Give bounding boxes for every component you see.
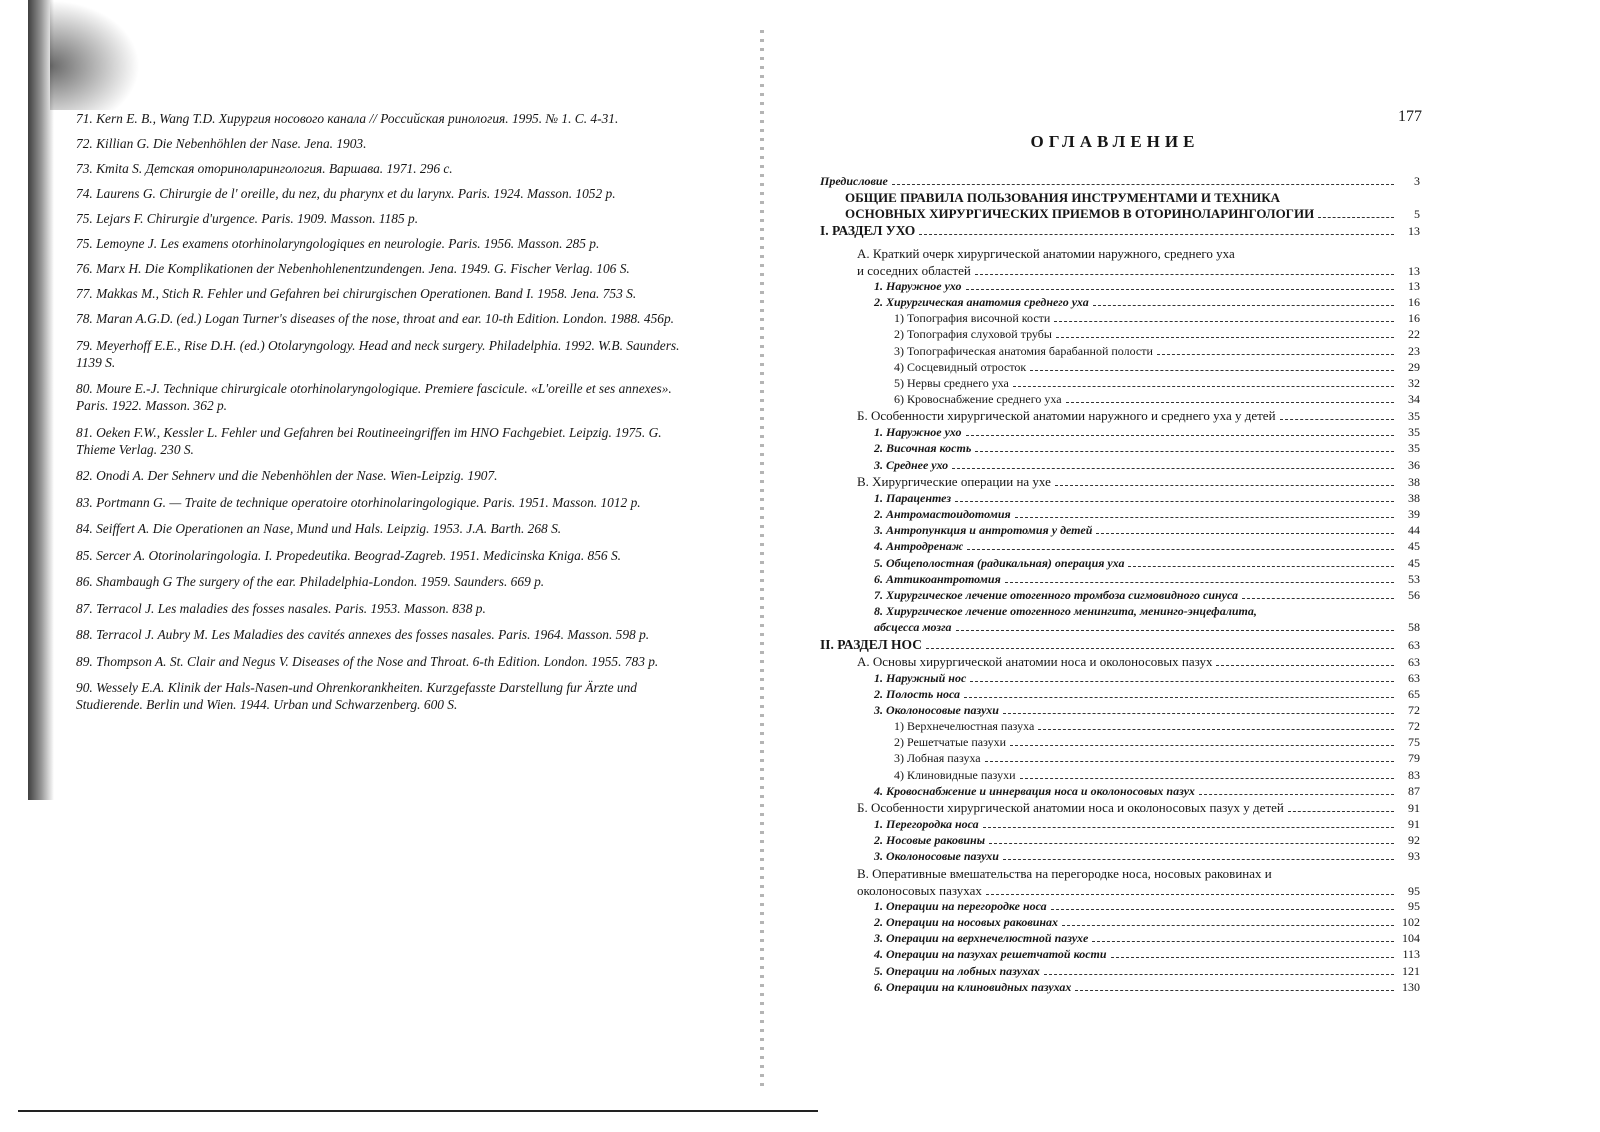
dot-leader [1242,598,1394,599]
dot-leader [1288,811,1394,812]
toc-entry-text: 1. Парацентез [874,490,952,505]
dot-leader [1062,925,1394,926]
dot-leader [967,549,1394,550]
toc-page-number: 91 [1408,801,1420,815]
toc-entry [820,931,1420,947]
dot-leader [966,289,1395,290]
toc-entry-text: 3) Топографическая анатомия барабанной полости [894,343,1153,358]
toc-entry [820,784,1420,800]
toc-entry-text: 7. Хирургическое лечение отогенного тромбоза сигмовидного синуса [874,587,1239,602]
toc-entry-text: 2. Операции на носовых раковинах [874,914,1059,929]
toc-entry-text: 4. Антродренаж [874,539,964,554]
toc-entry-text: 6. Аттикоантротомия [874,571,1001,586]
toc-entry [820,491,1420,507]
toc-entry-text: 2. Носовые раковины [874,833,986,848]
dot-leader [985,761,1394,762]
toc-page-number: 45 [1408,555,1420,570]
toc-page-number: 87 [1408,783,1420,798]
dot-leader [1005,582,1394,583]
toc-entry-text: 1) Верхнечелюстная пазуха [894,719,1035,734]
page-scan-shadow-left [28,0,54,800]
toc-entry [820,279,1420,295]
toc-entry-text: 2. Полость носа [874,686,961,701]
dot-leader [1055,485,1394,486]
toc-page-number: 65 [1408,686,1420,701]
toc-entry-text: 3. Околоносовые пазухи [874,849,999,864]
toc-page-number: 35 [1408,425,1420,440]
toc-entry-text: 2. Височная кость [874,441,972,456]
dot-leader [1318,217,1394,218]
toc-entry-text: 4. Кровоснабжение и иннервация носа и околоносовых пазух [874,783,1195,798]
toc-entry [820,360,1420,376]
toc-entry [820,671,1420,687]
table-of-contents [820,174,1420,996]
toc-page-number: 23 [1408,343,1420,358]
toc-entry-text: Б. Особенности хирургической анатомии носа и околоносовых пазух у детей [857,800,1284,815]
toc-page-number: 130 [1402,979,1420,994]
toc-entry [820,327,1420,343]
dot-leader [1044,974,1394,975]
dot-leader [956,630,1394,631]
dot-leader [1013,386,1394,387]
toc-entry-text: А. Краткий очерк хирургической анатомии наружного, среднего уха [857,245,1235,261]
toc-page-number: 63 [1408,670,1420,685]
toc-entry [820,817,1420,833]
bibliography-entry: 89. Thompson A. St. Clair and Negus V. Diseases of the Nose and Throat. 6-th Edition. London. 1955. 783 p. [76,653,659,669]
toc-entry [820,206,1420,222]
toc-entry [820,190,1420,206]
toc-entry [820,654,1420,671]
toc-entry [820,572,1420,588]
bibliography-entry: 88. Terracol J. Aubry M. Les Maladies des cavités annexes des fosses nasales. Paris. 1964. Masson. 598 p. [76,627,650,642]
dot-leader [1157,354,1394,355]
toc-entry-text: 2) Решетчатые пазухи [894,735,1006,750]
toc-page-number: 16 [1408,294,1420,309]
bibliography-entry: 81. Oeken F.W., Kessler L. Fehler und Gefahren bei Routineeingriffen im HNO Fachgebiet. Leipzig. 1975. G. Thieme Verlag. 230 S. [76,424,662,457]
toc-entry-text: 1. Наружное ухо [874,425,962,440]
toc-entry [820,866,1420,883]
toc-entry-text: I. РАЗДЕЛ УХО [820,222,916,238]
toc-entry-text: 3. Околоносовые пазухи [874,702,999,717]
toc-page-number: 45 [1408,539,1420,554]
dot-leader [1030,370,1394,371]
toc-entry [820,751,1420,767]
toc-entry-text: 3. Среднее ухо [874,457,949,472]
bibliography-entry: 71. Kern E. B., Wang T.D. Хирургия носового канала // Российская ринология. 1995. № 1. С. 4-31. [76,111,619,126]
toc-entry [820,883,1420,899]
dot-leader [1096,533,1394,534]
toc-entry [820,719,1420,735]
toc-entry [820,246,1420,263]
bibliography-entry: 80. Moure E.-J. Technique chirurgicale otorhinolaryngologique. Premiere fascicule. «L'oreille et ses annexes». Paris. 1922. Masson. 362 p. [76,381,672,413]
bibliography-entry: 73. Kmita S. Детская оториноларингология. Варшава. 1971. 296 с. [76,161,453,176]
dot-leader [1092,941,1394,942]
dot-leader [975,451,1394,452]
toc-entry-text: 1. Наружное ухо [874,278,962,293]
toc-entry-text: 5. Операции на лобных пазухах [874,963,1040,978]
bibliography-entry: 77. Makkas M., Stich R. Fehler und Gefahren bei chirurgischen Operationen. Band I. 1958. Jena. 753 S. [76,286,637,301]
dot-leader [919,234,1394,235]
toc-entry-text: 3. Операции на верхнечелюстной пазухе [874,931,1089,946]
toc-page-number: 38 [1408,490,1420,505]
toc-entry [820,768,1420,784]
toc-page-number: 72 [1408,702,1420,717]
toc-page-number: 95 [1408,898,1420,913]
page-number: 177 [1398,108,1422,125]
toc-entry-text: 1) Топография височной кости [894,311,1051,326]
toc-entry [820,604,1420,620]
page-title: ОГЛАВЛЕНИЕ [1030,132,1200,151]
dot-leader [1003,713,1394,714]
toc-entry [820,703,1420,719]
toc-entry [820,800,1420,817]
toc-entry [820,980,1420,996]
dot-leader [1051,909,1394,910]
bibliography-entry: 87. Terracol J. Les maladies des fosses nasales. Paris. 1953. Masson. 838 p. [76,600,486,616]
toc-entry-text: 5. Общеполостная (радикальная) операция уха [874,555,1125,570]
toc-page-number: 113 [1402,947,1420,962]
toc-page-number: 95 [1408,883,1420,898]
dot-leader [1054,321,1394,322]
toc-entry-text: 1. Наружный нос [874,670,967,685]
dot-leader [1216,665,1394,666]
bibliography-entry: 84. Seiffert A. Die Operationen an Nase, Mund und Hals. Leipzig. 1953. J.A. Barth. 268 S. [76,521,562,536]
toc-page-number: 102 [1402,914,1420,929]
toc-page-number: 58 [1408,620,1420,635]
bibliography-entry: 83. Portmann G. — Traite de technique operatoire otorhinolaringologique. Paris. 1951. Masson. 1012 p. [76,494,641,510]
dot-leader [964,697,1394,698]
bibliography-entry: 85. Sercer A. Otorinolaringologia. I. Propedeutika. Beograd-Zagreb. 1951. Medicinska Kniga. 856 S. [76,547,621,563]
toc-entry-text: околоносовых пазухах [857,882,982,898]
dot-leader [1199,794,1394,795]
dot-leader [983,827,1394,828]
toc-page-number: 13 [1408,223,1420,238]
toc-entry [820,539,1420,555]
toc-page-number: 53 [1408,571,1420,586]
dot-leader [1066,402,1394,403]
toc-entry [820,311,1420,327]
dot-leader [1093,305,1394,306]
toc-entry [820,425,1420,441]
toc-page-number: 63 [1408,654,1420,669]
toc-entry [820,556,1420,572]
toc-entry-text: В. Оперативные вмешательства на перегородке носа, носовых раковинах и [857,865,1272,881]
toc-entry [820,620,1420,636]
dot-leader [989,843,1394,844]
toc-entry [820,637,1420,654]
book-spine [760,30,764,1090]
toc-entry [820,408,1420,425]
toc-page-number: 5 [1414,207,1420,222]
dot-leader [966,435,1395,436]
dot-leader [1111,957,1394,958]
toc-entry [820,441,1420,457]
toc-entry [820,392,1420,408]
bibliography-entry: 82. Onodi A. Der Sehnerv und die Nebenhöhlen der Nase. Wien-Leipzig. 1907. [76,468,498,483]
toc-page-number: 83 [1408,767,1420,782]
toc-page-number: 36 [1408,457,1420,472]
toc-entry [820,295,1420,311]
toc-page-number: 22 [1408,327,1420,342]
toc-entry [820,263,1420,279]
toc-entry [820,588,1420,604]
toc-entry [820,474,1420,491]
toc-entry [820,735,1420,751]
toc-page-number: 79 [1408,751,1420,766]
dot-leader [970,681,1394,682]
toc-entry [820,687,1420,703]
toc-page-number: 3 [1414,174,1420,188]
toc-entry-text: 4. Операции на пазухах решетчатой кости [874,947,1107,962]
toc-entry [820,964,1420,980]
dot-leader [1015,517,1394,518]
dot-leader [892,184,1394,185]
dot-leader [1075,990,1394,991]
bibliography-entry: 78. Maran A.G.D. (ed.) Logan Turner's diseases of the nose, throat and ear. 10-th Edition. London. 1988. 456p. [76,311,674,326]
dot-leader [975,274,1394,275]
toc-entry-text: 8. Хирургическое лечение отогенного менингита, менинго-энцефалита, [874,604,1257,619]
toc-entry [820,458,1420,474]
bibliography-entry: 86. Shambaugh G The surgery of the ear. Philadelphia-London. 1959. Saunders. 669 p. [76,574,545,589]
toc-page-number: 72 [1408,719,1420,734]
toc-entry [820,947,1420,963]
toc-entry [820,223,1420,240]
dot-leader [986,894,1394,895]
toc-page-number: 38 [1408,474,1420,489]
toc-entry-text: и соседних областей [857,262,971,278]
toc-page-number: 39 [1408,507,1420,521]
toc-page-number: 34 [1408,392,1420,407]
toc-page-number: 91 [1408,817,1420,831]
page-scan-shadow-top [50,0,140,110]
toc-entry-text: 2. Антромастоидотомия [874,507,1011,521]
toc-page-number: 13 [1408,278,1420,293]
toc-entry-text: 4) Сосцевидный отросток [894,359,1027,374]
dot-leader [1280,419,1394,420]
bibliography-list [76,110,696,723]
toc-page-number: 104 [1402,931,1420,946]
toc-entry-text: ОБЩИЕ ПРАВИЛА ПОЛЬЗОВАНИЯ ИНСТРУМЕНТАМИ И ТЕХНИКА [845,190,1281,206]
toc-entry [820,849,1420,865]
toc-entry-text: 6) Кровоснабжение среднего уха [894,392,1062,407]
toc-entry [820,174,1420,190]
toc-entry-text: Б. Особенности хирургической анатомии наружного и среднего уха у детей [857,408,1276,424]
toc-entry-text: 1. Операции на перегородке носа [874,898,1047,913]
toc-entry [820,899,1420,915]
toc-entry-text: 2) Топография слуховой трубы [894,327,1052,342]
toc-entry-text: II. РАЗДЕЛ НОС [820,636,922,652]
toc-entry [820,344,1420,360]
dot-leader [1020,778,1395,779]
toc-entry-text: 3. Антропункция и антротомия у детей [874,523,1093,538]
bibliography-entry: 75. Lejars F. Chirurgie d'urgence. Paris. 1909. Masson. 1185 p. [76,211,419,226]
toc-entry-text: 6. Операции на клиновидных пазухах [874,979,1072,994]
dot-leader [952,468,1394,469]
toc-page-number: 29 [1408,359,1420,374]
toc-entry-text: Предисловие [820,174,888,188]
bibliography-entry: 74. Laurens G. Chirurgie de l' oreille, du nez, du pharynx et du larynx. Paris. 1924. Masson. 1052 p. [76,186,616,201]
toc-entry [820,915,1420,931]
bibliography-entry: 75. Lemoyne J. Les examens otorhinolaryngologiques en neurologie. Paris. 1956. Masson. 285 p. [76,236,600,251]
toc-entry [820,507,1420,523]
toc-page-number: 32 [1408,375,1420,390]
dot-leader [1003,859,1394,860]
toc-page-number: 13 [1408,263,1420,278]
toc-page-number: 56 [1408,587,1420,602]
toc-page-number: 16 [1408,311,1420,326]
toc-page-number: 121 [1402,963,1420,978]
toc-page-number: 44 [1408,523,1420,538]
dot-leader [955,501,1394,502]
bibliography-entry: 76. Marx H. Die Komplikationen der Nebenhohlenentzundengen. Jena. 1949. G. Fischer Verlag. 106 S. [76,261,630,276]
toc-page-number: 63 [1408,637,1420,652]
toc-entry-text: А. Основы хирургической анатомии носа и околоносовых пазух [857,653,1213,669]
bibliography-entry: 90. Wessely E.A. Klinik der Hals-Nasen-und Ohrenkorankheiten. Kurzgefasste Darstellung fur Ärzte und Studierende. Berlin und Wien. 1944. Urban und Schwarzenberg. 600 S. [76,680,637,712]
toc-entry [820,833,1420,849]
bibliography-entry: 79. Meyerhoff E.E., Rise D.H. (ed.) Otolaryngology. Head and neck surgery. Philadelphia. 1992. W.B. Saunders. 1139 S. [76,337,680,370]
dot-leader [926,648,1394,649]
toc-entry [820,376,1420,392]
bibliography-entry: 72. Killian G. Die Nebenhöhlen der Nase. Jena. 1903. [76,136,367,151]
toc-entry-text: 1. Перегородка носа [874,817,979,831]
toc-entry-text: 3) Лобная пазуха [894,751,981,766]
page-bottom-edge [18,1110,818,1112]
toc-entry-text: 2. Хирургическая анатомия среднего уха [874,294,1089,309]
toc-page-number: 93 [1408,849,1420,864]
toc-entry-text: В. Хирургические операции на ухе [857,473,1051,489]
toc-entry-text: 4) Клиновидные пазухи [894,767,1016,782]
toc-entry-text: абсцесса мозга [874,620,952,635]
toc-page-number: 92 [1408,833,1420,848]
toc-entry-text: ОСНОВНЫХ ХИРУРГИЧЕСКИХ ПРИЕМОВ В ОТОРИНОЛАРИНГОЛОГИИ [845,206,1315,222]
dot-leader [1010,745,1394,746]
toc-page-number: 35 [1408,441,1420,456]
toc-entry-text: 5) Нервы среднего уха [894,375,1009,390]
toc-entry [820,523,1420,539]
dot-leader [1056,337,1394,338]
toc-page-number: 75 [1408,735,1420,750]
dot-leader [1128,566,1394,567]
toc-page-number: 35 [1408,409,1420,424]
dot-leader [1038,729,1394,730]
